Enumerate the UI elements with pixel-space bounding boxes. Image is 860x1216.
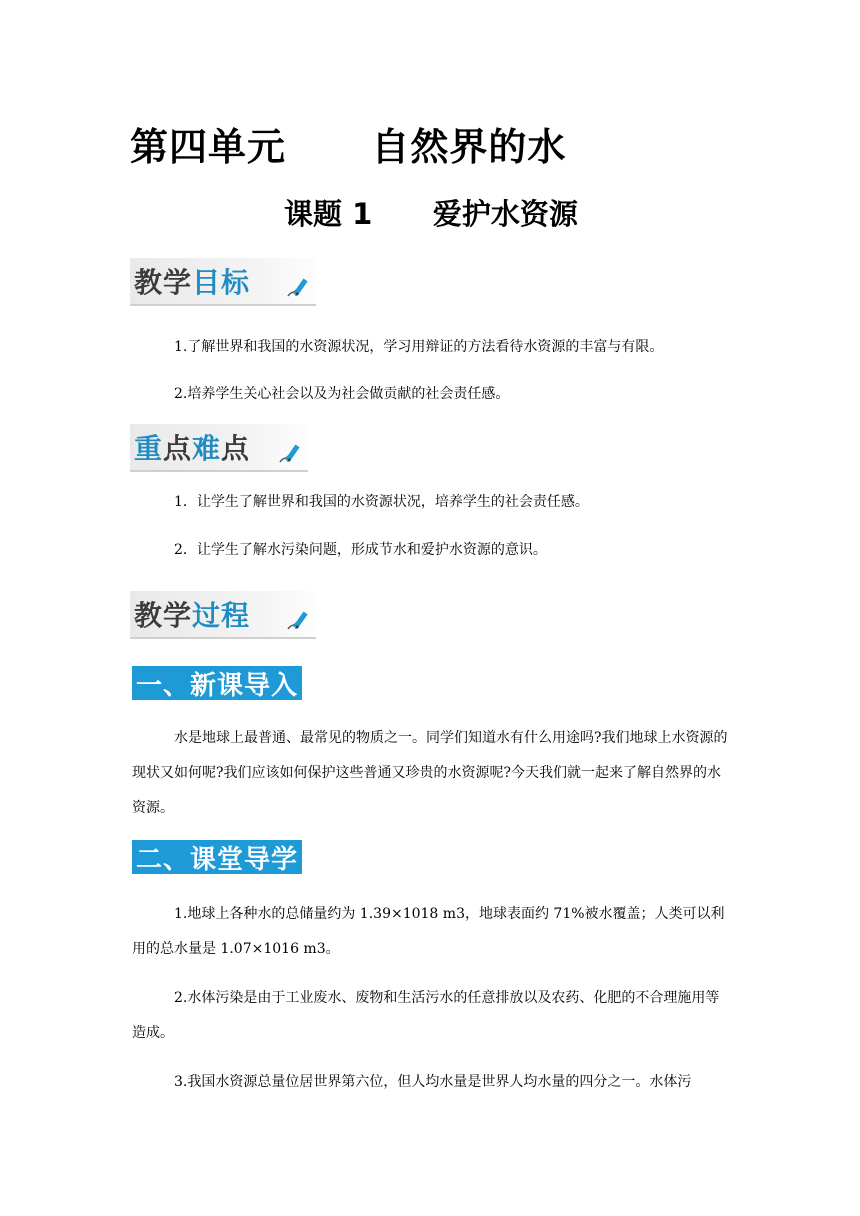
banner-text-blue: 过程 bbox=[192, 599, 251, 632]
unit-title: 第四单元 自然界的水 bbox=[130, 125, 567, 169]
guided-point-2: 2.水体污染是由于工业废水、废物和生活污水的任意排放以及农药、化肥的不合理施用等造成。 bbox=[132, 990, 720, 1041]
intro-paragraph: 水是地球上最普通、最常见的物质之一。同学们知道水有什么用途吗?我们地球上水资源的现状又如何呢?我们应该如何保护这些普通又珍贵的水资源呢?今天我们就一起来了解自然界的水资源。 bbox=[132, 730, 728, 816]
banner-text-dark: 点 bbox=[163, 432, 193, 465]
objective-item-1: 1.了解世界和我国的水资源状况，学习用辩证的方法看待水资源的丰富与有限。 bbox=[174, 339, 664, 355]
key-point-item-1: 1．让学生了解世界和我国的水资源状况，培养学生的社会责任感。 bbox=[174, 494, 589, 510]
banner-text-dark: 教学 bbox=[134, 266, 193, 299]
pencil-icon bbox=[284, 272, 312, 300]
objectives-banner bbox=[130, 258, 316, 306]
guided-point-1: 1.地球上各种水的总储量约为 1.39×1018 m3，地球表面约 71%被水覆盖；人类可以利用的总水量是 1.07×1016 m3。 bbox=[132, 906, 725, 957]
pencil-icon bbox=[276, 438, 304, 466]
key-points-banner bbox=[130, 424, 308, 472]
lesson-title: 课题 1 爱护水资源 bbox=[284, 197, 578, 231]
banner-text-blue: 难 bbox=[192, 432, 222, 465]
banner-text-blue: 重 bbox=[134, 432, 164, 465]
key-point-item-2: 2．让学生了解水污染问题，形成节水和爱护水资源的意识。 bbox=[174, 542, 547, 558]
guided-point-3: 3.我国水资源总量位居世界第六位，但人均水量是世界人均水量的四分之一。水体污 bbox=[174, 1074, 692, 1090]
section-guided-heading: 二、课堂导学 bbox=[132, 840, 302, 874]
pencil-icon bbox=[284, 605, 312, 633]
banner-text-blue: 目标 bbox=[192, 266, 251, 299]
objective-item-2: 2.培养学生关心社会以及为社会做贡献的社会责任感。 bbox=[174, 386, 510, 402]
banner-text-dark: 教学 bbox=[134, 599, 193, 632]
banner-text-dark: 点 bbox=[221, 432, 251, 465]
process-banner bbox=[130, 591, 316, 639]
section-intro-heading: 一、新课导入 bbox=[132, 666, 302, 700]
